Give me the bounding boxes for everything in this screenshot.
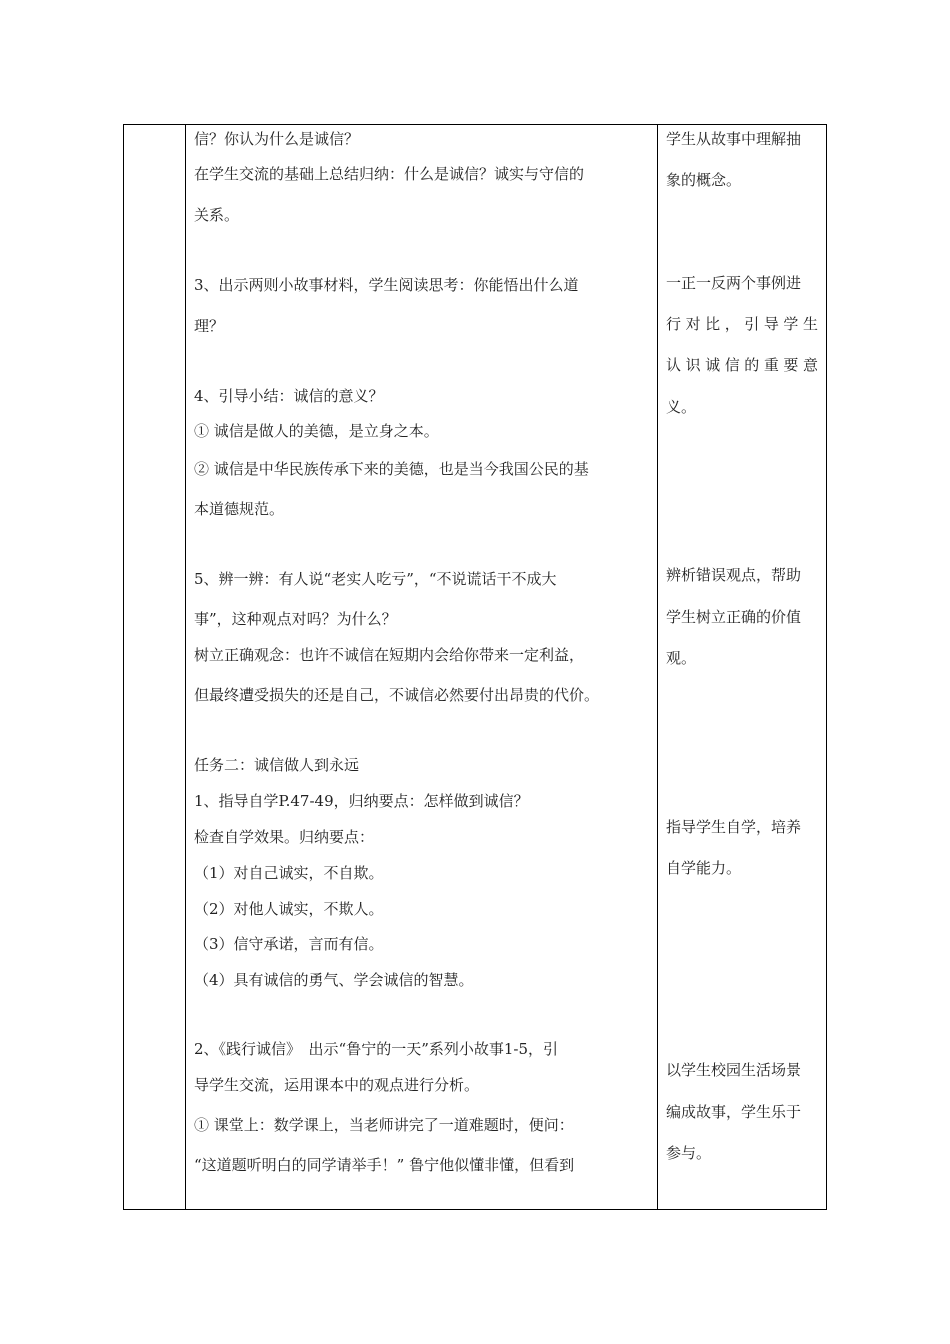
column-divider-right bbox=[657, 125, 658, 1209]
middle-text-line: 在学生交流的基础上总结归纳：什么是诚信？诚实与守信的 bbox=[194, 165, 585, 183]
middle-text-line: “这道题听明白的同学请举手！” 鲁宁他似懂非懂，但看到 bbox=[194, 1156, 575, 1174]
right-text-line: 指导学生自学，培养 bbox=[666, 818, 802, 836]
middle-text-line: ① 课堂上：数学课上，当老师讲完了一道难题时，便问： bbox=[194, 1116, 574, 1134]
right-text-line: 象的概念。 bbox=[666, 171, 742, 189]
middle-text-line: ② 诚信是中华民族传承下来的美德，也是当今我国公民的基 bbox=[194, 460, 589, 478]
right-text-line: 一正一反两个事例进 bbox=[666, 274, 802, 292]
middle-text-line: 本道德规范。 bbox=[194, 500, 285, 518]
right-text-line: 编成故事，学生乐于 bbox=[666, 1103, 802, 1121]
right-text-line: 自学能力。 bbox=[666, 859, 742, 877]
middle-text-line: 任务二：诚信做人到永远 bbox=[194, 756, 360, 774]
middle-text-line: 3、出示两则小故事材料，学生阅读思考：你能悟出什么道 bbox=[194, 276, 579, 294]
middle-text-line: （3）信守承诺，言而有信。 bbox=[194, 935, 384, 953]
middle-text-line: ① 诚信是做人的美德，是立身之本。 bbox=[194, 422, 439, 440]
right-text-line: 行 对 比 ， 引 导 学 生 bbox=[666, 315, 818, 333]
middle-text-line: 1、指导自学P.47-49，归纳要点：怎样做到诚信？ bbox=[194, 792, 529, 810]
right-text-line: 义。 bbox=[666, 398, 697, 416]
column-divider-left bbox=[185, 125, 186, 1209]
right-text-line: 以学生校园生活场景 bbox=[666, 1061, 802, 1079]
middle-text-line: 2、《践行诚信》 出示“鲁宁的一天”系列小故事1-5，引 bbox=[194, 1040, 559, 1058]
lesson-plan-table bbox=[123, 124, 827, 1210]
right-text-line: 参与。 bbox=[666, 1144, 712, 1162]
middle-text-line: （4）具有诚信的勇气、学会诚信的智慧。 bbox=[194, 971, 474, 989]
middle-text-line: 检查自学效果。归纳要点： bbox=[194, 828, 375, 846]
middle-text-line: （1）对自己诚实，不自欺。 bbox=[194, 864, 384, 882]
right-text-line: 学生树立正确的价值 bbox=[666, 608, 802, 626]
right-text-line: 辨析错误观点，帮助 bbox=[666, 566, 802, 584]
middle-text-line: 导学生交流，运用课本中的观点进行分析。 bbox=[194, 1076, 480, 1094]
middle-text-line: 5、辨一辨：有人说“老实人吃亏”，“不说谎话干不成大 bbox=[194, 570, 557, 588]
middle-text-line: （2）对他人诚实，不欺人。 bbox=[194, 900, 384, 918]
middle-text-line: 4、引导小结：诚信的意义？ bbox=[194, 387, 384, 405]
middle-text-line: 理？ bbox=[194, 317, 225, 335]
right-text-line: 观。 bbox=[666, 649, 697, 667]
middle-text-line: 信？你认为什么是诚信？ bbox=[194, 130, 360, 148]
middle-text-line: 但最终遭受损失的还是自己，不诚信必然要付出昂贵的代价。 bbox=[194, 686, 600, 704]
right-text-line: 学生从故事中理解抽 bbox=[666, 130, 802, 148]
middle-text-line: 事”，这种观点对吗？为什么？ bbox=[194, 610, 397, 628]
middle-text-line: 关系。 bbox=[194, 206, 240, 224]
right-text-line: 认 识 诚 信 的 重 要 意 bbox=[666, 356, 818, 374]
middle-text-line: 树立正确观念：也许不诚信在短期内会给你带来一定利益， bbox=[194, 646, 585, 664]
